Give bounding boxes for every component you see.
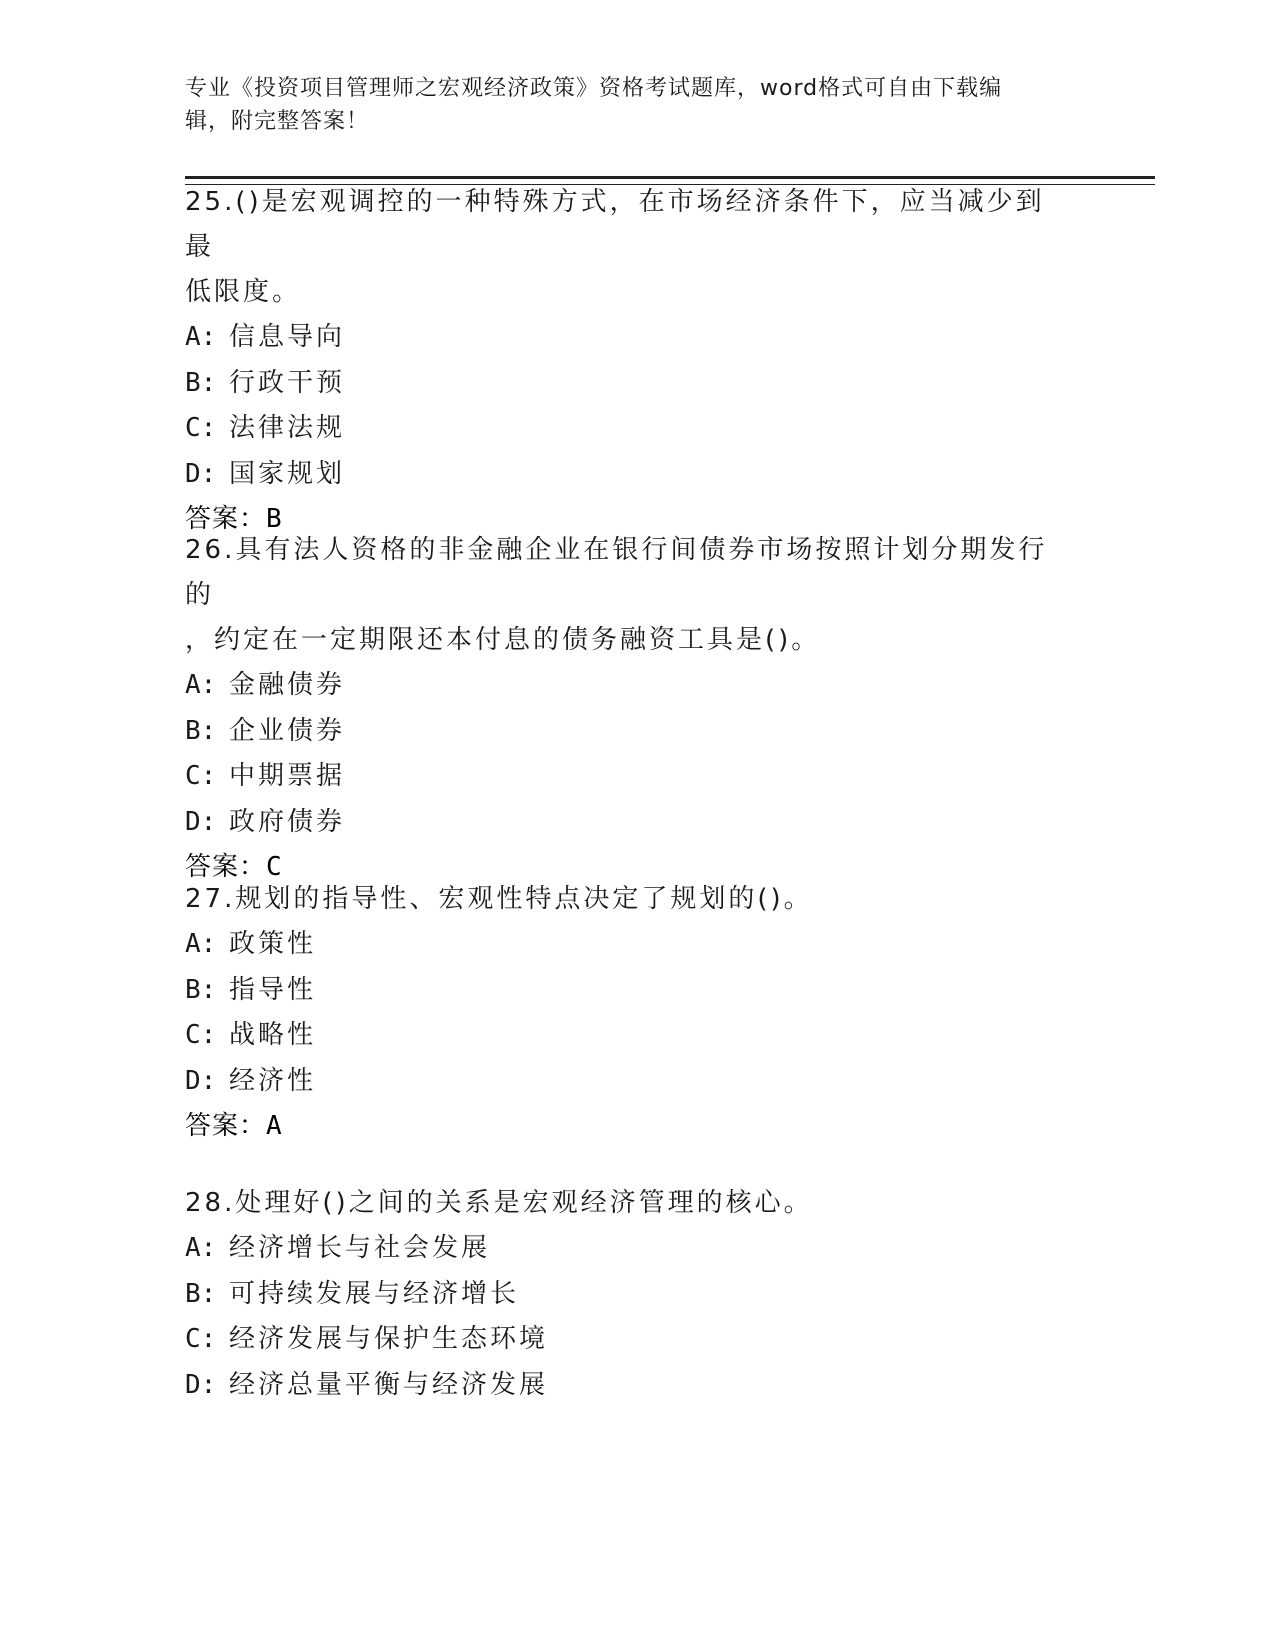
- option-text: 经济增长与社会发展: [229, 1233, 491, 1263]
- header-line-2: 辑，附完整答案！: [185, 109, 370, 134]
- option-letter: B:: [185, 715, 217, 746]
- option-text: 可持续发展与经济增长: [229, 1278, 520, 1309]
- option-letter: A:: [185, 1233, 217, 1263]
- option-a: [185, 663, 1065, 709]
- option-a: [185, 922, 1065, 968]
- question-28: [185, 1181, 1065, 1408]
- option-c: [185, 754, 1065, 800]
- option-d: [185, 1059, 1065, 1105]
- option-d: [185, 1363, 1065, 1409]
- question-26: [185, 528, 1065, 891]
- option-letter: C:: [185, 413, 217, 443]
- option-b: [185, 361, 1065, 407]
- answer-label: 答案：: [185, 1111, 267, 1141]
- option-text: 信息导向: [229, 322, 346, 352]
- option-c: [185, 1317, 1065, 1363]
- option-text: 政策性: [229, 929, 317, 959]
- option-text: 经济性: [229, 1065, 317, 1096]
- option-c: [185, 1013, 1065, 1059]
- option-text: 国家规划: [229, 458, 346, 489]
- header-divider-thick: [185, 176, 1155, 179]
- option-letter: C:: [185, 761, 217, 791]
- option-letter: B:: [185, 367, 217, 398]
- option-c: [185, 406, 1065, 452]
- question-stem-line: 27.规划的指导性、宏观性特点决定了规划的()。: [185, 884, 813, 914]
- option-text: 经济发展与保护生态环境: [229, 1324, 549, 1354]
- option-letter: C:: [185, 1020, 217, 1050]
- option-letter: D:: [185, 1369, 217, 1400]
- option-letter: D:: [185, 458, 217, 489]
- document-header: [185, 72, 1065, 138]
- option-letter: D:: [185, 806, 217, 837]
- option-text: 企业债券: [229, 715, 346, 746]
- question-25: [185, 180, 1065, 543]
- option-letter: A:: [185, 322, 217, 352]
- option-a: [185, 315, 1065, 361]
- answer-label: 答案：: [185, 504, 267, 534]
- answer-line: [185, 1104, 1065, 1150]
- header-line-1: 专业《投资项目管理师之宏观经济政策》资格考试题库，word格式可自由下载编: [185, 76, 1003, 101]
- answer-label: 答案：: [185, 852, 267, 882]
- option-b: [185, 1272, 1065, 1318]
- option-b: [185, 968, 1065, 1014]
- option-text: 金融债券: [229, 670, 346, 700]
- option-a: [185, 1226, 1065, 1272]
- option-letter: A:: [185, 929, 217, 959]
- option-d: [185, 452, 1065, 498]
- option-text: 战略性: [229, 1020, 317, 1050]
- answer-value: B: [266, 504, 283, 534]
- question-stem-line: 28.处理好()之间的关系是宏观经济管理的核心。: [185, 1188, 813, 1218]
- option-letter: C:: [185, 1324, 217, 1354]
- option-b: [185, 709, 1065, 755]
- option-text: 政府债券: [229, 806, 346, 837]
- option-d: [185, 800, 1065, 846]
- option-letter: A:: [185, 670, 217, 700]
- option-text: 指导性: [229, 974, 317, 1005]
- option-letter: B:: [185, 1278, 217, 1309]
- option-letter: D:: [185, 1065, 217, 1096]
- option-letter: B:: [185, 974, 217, 1005]
- option-text: 行政干预: [229, 367, 346, 398]
- question-stem-line: 低限度。: [185, 277, 302, 307]
- question-27: [185, 877, 1065, 1150]
- option-text: 法律法规: [229, 413, 346, 443]
- question-stem-line: ，约定在一定期限还本付息的债务融资工具是()。: [185, 625, 821, 655]
- option-text: 经济总量平衡与经济发展: [229, 1369, 549, 1400]
- question-stem-line: 25.()是宏观调控的一种特殊方式，在市场经济条件下，应当减少到最: [185, 187, 1045, 262]
- answer-value: C: [266, 852, 283, 882]
- option-text: 中期票据: [229, 761, 346, 791]
- answer-value: A: [266, 1111, 283, 1141]
- question-stem-line: 26.具有法人资格的非金融企业在银行间债券市场按照计划分期发行的: [185, 535, 1048, 610]
